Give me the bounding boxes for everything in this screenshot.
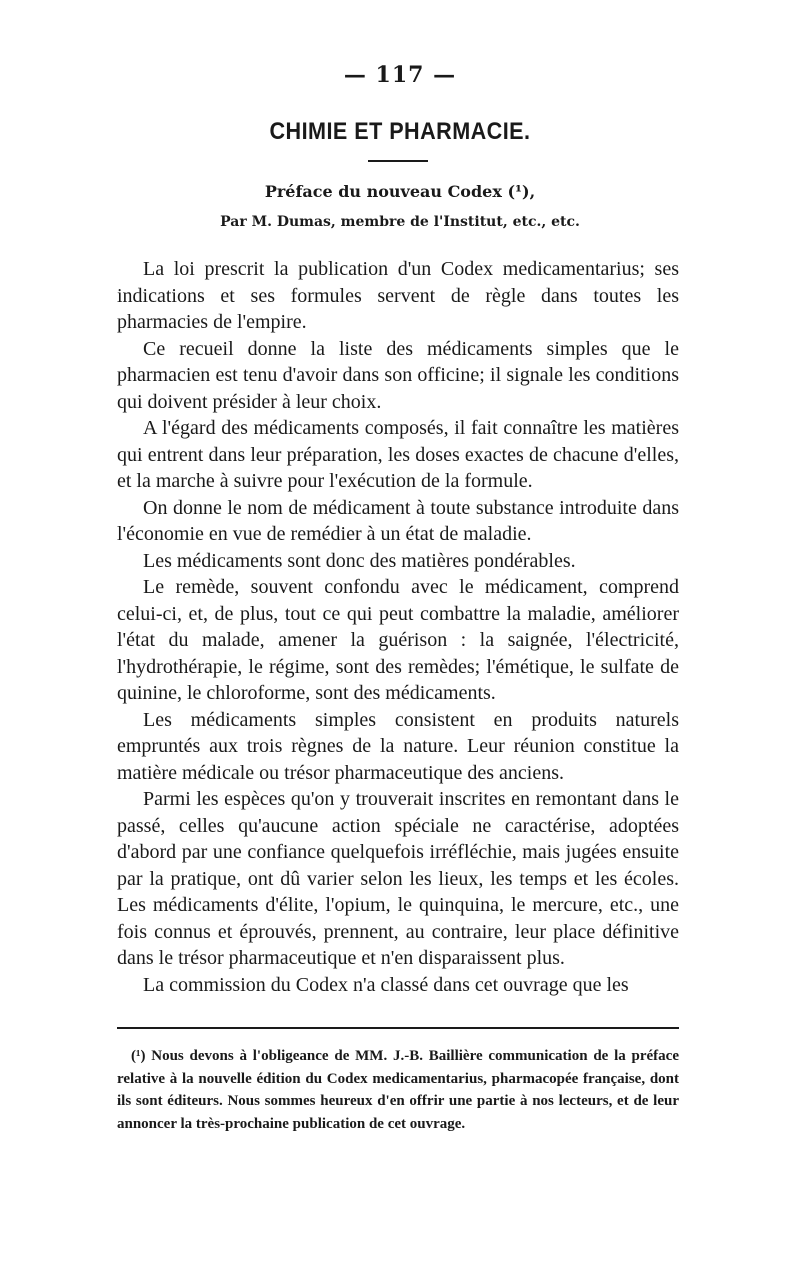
paragraph: Parmi les espèces qu'on y trouverait inscrites en remontant dans le passé, celles qu'aucune action spéciale ne caractérise, adoptées d'abord par une confiance quelquefois irréfléchie, mais jugées ensuite par la pratique, ont dû varier selon les lieux, les temps et les écoles. Les médicaments d'élite, l'opium, le quinquina, le mercure, etc., une fois connus et éprouvés, prennent, au contraire, leur place définitive dans le trésor pharmaceutique et n'en disparaissent plus. (117, 788, 679, 969)
page-number: — 117 — (343, 62, 457, 88)
footnote-divider (117, 1027, 679, 1029)
footnote-text: (¹) Nous devons à l'obligeance de MM. J.-B. Baillière communication de la préface relative à la nouvelle édition du Codex medicamentarius, pharmacopée française, dont ils sont éditeurs. Nous sommes heureux d'en offrir une partie à nos lecteurs, et de leur annoncer la très-prochaine publication de cet ouvrage. (117, 1048, 679, 1132)
paragraph: La loi prescrit la publication d'un Codex medicamentarius; ses indications et ses formules servent de règle dans toutes les pharmacies de l'empire. (117, 258, 679, 333)
title-divider (368, 160, 428, 162)
paragraph: Ce recueil donne la liste des médicaments simples que le pharmacien est tenu d'avoir dans son officine; il signale les conditions qui doivent présider à leur choix. (117, 337, 679, 413)
paragraph: A l'égard des médicaments composés, il fait connaître les matières qui entrent dans leur préparation, les doses exactes de chacune d'elles, et la marche à suivre pour l'exécution de la formule. (117, 417, 679, 492)
paragraph: La commission du Codex n'a classé dans cet ouvrage que les (143, 973, 629, 996)
byline: Par M. Dumas, membre de l'Institut, etc., etc. (220, 214, 580, 230)
article-title: Préface du nouveau Codex (¹), (264, 182, 536, 201)
paragraph: Les médicaments sont donc des matières pondérables. (143, 549, 576, 572)
body-text (117, 256, 679, 998)
paragraph: Le remède, souvent confondu avec le médicament, comprend celui-ci, et, de plus, tout ce qui peut combattre la maladie, améliorer l'état du malade, amener la guérison : la saignée, l'électricité, l'hydrothérapie, le régime, sont des remèdes; l'émétique, le sulfate de quinine, le chloroforme, sont des médicaments. (117, 576, 679, 704)
paragraph: Les médicaments simples consistent en produits naturels empruntés aux trois règnes de la nature. Leur réunion constitue la matière médicale ou trésor pharmaceutique des anciens. (117, 708, 679, 784)
section-title: CHIMIE ET PHARMACIE. (269, 118, 531, 145)
paragraph: On donne le nom de médicament à toute substance introduite dans l'économie en vue de remédier à un état de maladie. (117, 496, 679, 545)
footnote (117, 1045, 679, 1135)
